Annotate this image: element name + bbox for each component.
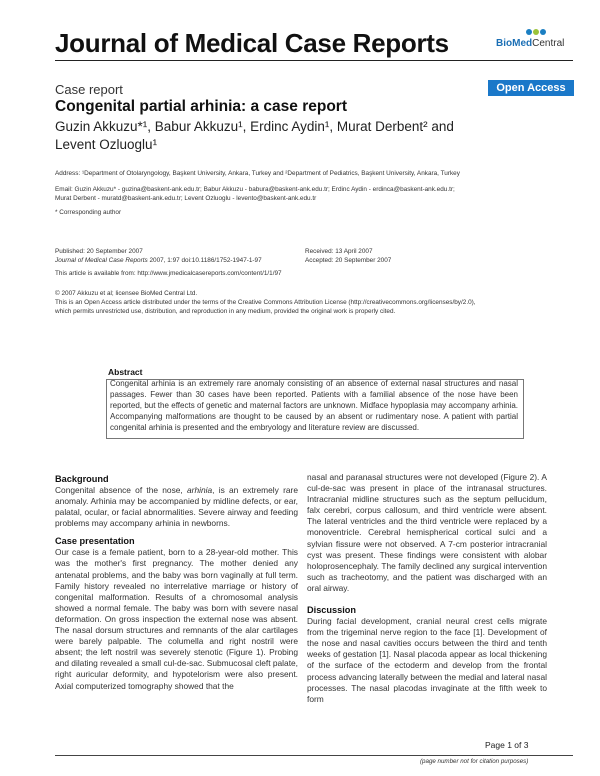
discussion-text: During facial development, cranial neural crest cells migrate from the trigeminal nerve region to the face [1]. Development of the nose and nasal cavities occurs between the third and tenth weeks of gestation [1]. Nasal placoda appear as local thickening of the surface of the ectoderm and develop from the frontal process advancing laterally between the medial and lateral nasal processes. The nasal placodas invaginate at the fifth week to form [307, 616, 547, 704]
journal-title: Journal of Medical Case Reports [55, 28, 449, 58]
citation-line: Journal of Medical Case Reports 2007, 1:97 doi:10.1186/1752-1947-1-97 [55, 257, 262, 264]
author-list [55, 118, 505, 154]
author-address: Address: ¹Department of Otolaryngology, Başkent University, Ankara, Turkey and ²Department of Pediatrics, Başkent University, Ankara, Turkey [55, 170, 460, 177]
license-line-2: which permits unrestricted use, distribution, and reproduction in any medium, provided the original work is properly cited. [55, 307, 396, 315]
published-date: Published: 20 September 2007 [55, 248, 143, 255]
copyright-notice: © 2007 Akkuzu et al; licensee BioMed Central Ltd. [55, 290, 198, 297]
open-access-badge: Open Access [488, 80, 574, 96]
license-statement [55, 299, 575, 316]
page-citation-note: (page number not for citation purposes) [420, 758, 529, 765]
license-line-1[interactable]: This is an Open Access article distributed under the terms of the Creative Commons Attribution License (http://creativecommons.org/licenses/by/2.0), [55, 299, 476, 306]
case-presentation-heading: Case presentation [55, 536, 135, 547]
accepted-date: Accepted: 20 September 2007 [305, 257, 392, 264]
article-title: Congenital partial arhinia: a case report [55, 98, 347, 115]
abstract-text: Congenital arhinia is an extremely rare anomaly consisting of an absence of external nasal structures and nasal passages. Fewer than 30 cases have been reported. Patients with a familial absence of the nose have been reported, but the effects of genetic and maternal factors are unknown. Midface hypoplasia may accompany arhinia. Accompanying malformations are thought to be caused by an absent or rudimentary nose. A patient with partial congenital arhinia is presented and the embryology and literature review are discussed. [110, 379, 518, 433]
right-column [307, 472, 547, 705]
received-date: Received: 13 April 2007 [305, 248, 373, 255]
author-emails [55, 186, 575, 203]
authors-line-2: Levent Ozluoglu¹ [55, 137, 158, 152]
discussion-heading: Discussion [307, 605, 357, 616]
footer-divider [55, 755, 573, 756]
email-line-2: Murat Derbent - muratd@baskent-ank.edu.tr; Levent Ozluoglu - levento@baskent-ank.edu.tr [55, 194, 317, 202]
case-presentation-text: Our case is a female patient, born to a 28-year-old mother. This was the mother's first pregnancy. The mother denied any antenatal problems, and the baby was born vaginally at full term. Family history revealed no interrelative marriage or history of congenital malformation. Results of a chromosomal analysis showed a normal female. The baby was born with severe nasal deformation. On gross inspection the external nose was absent. The nasal dorsum structures and remnants of the alar cartilages were barely palpable. The columella and right nostril were absent; the left nostril was severely stenotic (Figure 1). Probing and dilating revealed a small cul-de-sac. Submucosal cleft palate, right auricular deformity, and hypotelorism were also present. Axial computerized tomography showed that the [55, 547, 299, 691]
background-text: Congenital absence of the nose, arhinia, is an extremely rare anomaly. Arhinia may be accompanied by midline defects, or ear, palatal, ocular, or facial abnormalities. Severe airway and feeding problems may accompany arhinia in newborns. [55, 485, 298, 529]
corresponding-author-note: * Corresponding author [55, 209, 122, 216]
background-heading: Background [55, 474, 109, 484]
left-column [55, 473, 298, 692]
article-type: Case report [55, 82, 123, 97]
authors-line-1: Guzin Akkuzu*¹, Babur Akkuzu¹, Erdinc Aydin¹, Murat Derbent² and [55, 119, 454, 134]
publisher-name: BioMedCentral [496, 38, 565, 49]
case-continuation-text: nasal and paranasal structures were not developed (Figure 2). A cul-de-sac was present in place of the intranasal structures. Intracranial midline structures such as the septum pellucidum, falx cerebri, corpus callosum, and third ventricle were absent. The lateral ventricles and the third ventricle were replaced by a monoventricle. Cerebral hemispherical cortical sulci and a sylvian fissure were not observed. A 7-cm posterior intracranial cyst was present. These findings were consistent with alobar holoprosencephaly. The family declined any surgical intervention such as tracheotomy, and the patient was discharged with an oral airway. [307, 472, 547, 593]
biomed-central-logo [490, 22, 568, 56]
page-number: Page 1 of 3 [485, 740, 529, 750]
email-line-1: Email: Guzin Akkuzu* - guzina@baskent-ank.edu.tr; Babur Akkuzu - babura@baskent-ank.edu.tr; Erdinc Aydin - erdinca@baskent-ank.edu.tr; [55, 186, 455, 193]
header-divider [55, 60, 573, 61]
abstract-heading: Abstract [108, 367, 143, 377]
article-url[interactable]: This article is available from: http://www.jmedicalcasereports.com/content/1/1/97 [55, 270, 282, 277]
